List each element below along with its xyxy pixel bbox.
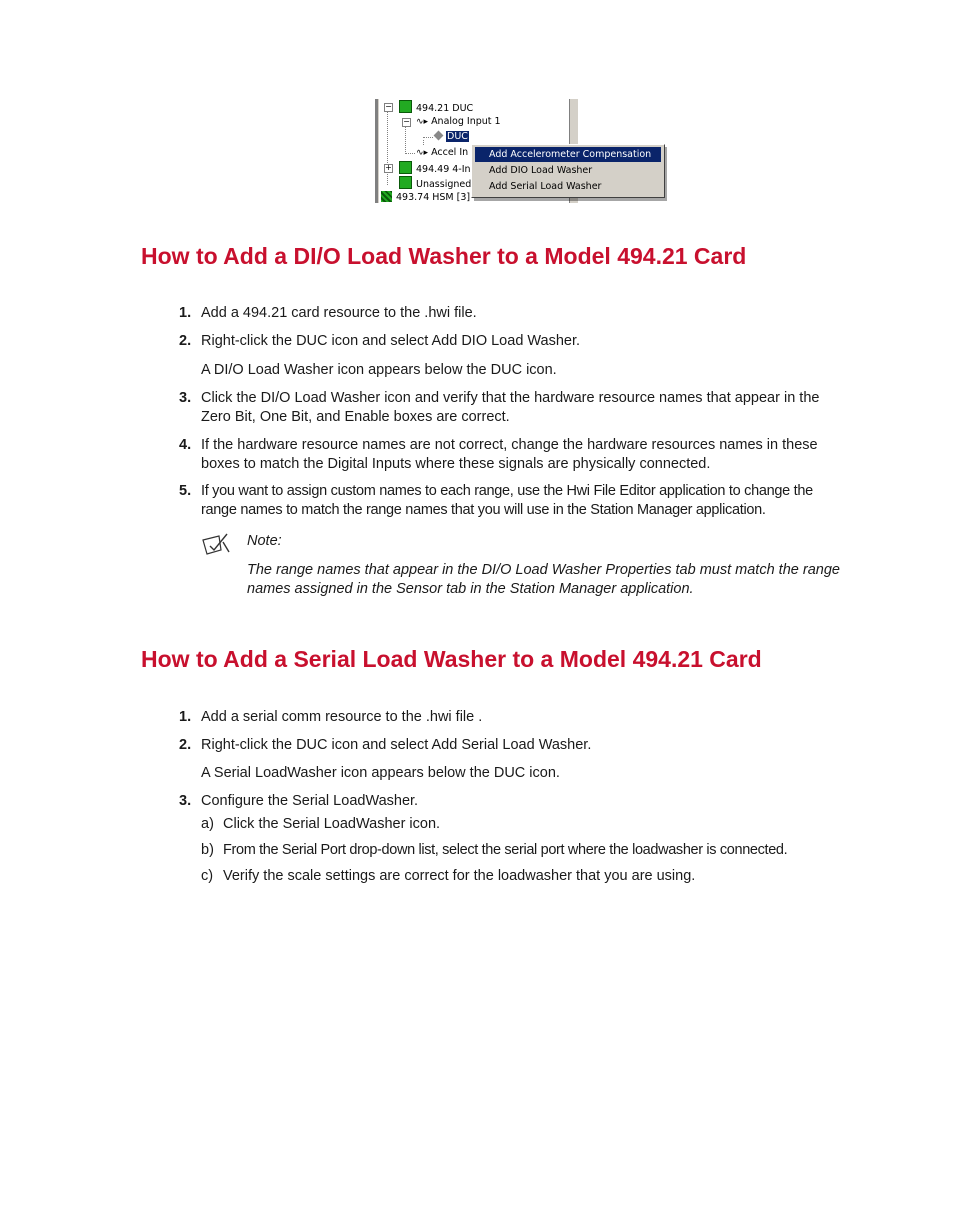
step-number: 2. <box>179 737 192 753</box>
step-number: 4. <box>179 437 192 453</box>
substep-text: From the Serial Port drop-down list, select the serial port where the loadwasher is connected. <box>223 842 788 858</box>
collapse-toggle[interactable]: − <box>403 117 410 126</box>
tree-connector <box>405 126 406 154</box>
step-text: Click the DI/O Load Washer icon and verify that the hardware resource names that appear in the Zero Bit, One Bit, and Enable boxes are correct. <box>201 390 820 425</box>
hardware-tree-screenshot <box>375 99 667 203</box>
tree-node-duc[interactable]: DUC <box>435 130 469 144</box>
step-number: 3. <box>179 793 192 809</box>
tree-node-analog-input-1[interactable]: ∿▸ Analog Input 1 <box>416 116 501 127</box>
menu-item-add-serial-load-washer[interactable]: Add Serial Load Washer <box>489 181 602 192</box>
tree-node-494-21-duc[interactable]: 494.21 DUC <box>399 100 473 114</box>
step-text: Right-click the DUC icon and select Add Serial Load Washer. <box>201 737 592 753</box>
card-icon <box>399 176 412 189</box>
step-text: Right-click the DUC icon and select Add DIO Load Washer. <box>201 333 581 349</box>
menu-item-add-accelerometer-compensation[interactable]: Add Accelerometer Compensation <box>475 147 661 162</box>
menu-item-add-dio-load-washer[interactable]: Add DIO Load Washer <box>489 165 593 176</box>
substep-letter: b) <box>201 842 214 858</box>
step-text: Add a serial comm resource to the .hwi file . <box>201 709 483 725</box>
card-icon <box>399 100 412 113</box>
step-number: 1. <box>179 709 192 725</box>
section-heading-dio-load-washer: How to Add a DI/O Load Washer to a Model 494.21 Card <box>141 243 747 269</box>
step-result-text: A DI/O Load Washer icon appears below the DUC icon. <box>201 362 557 378</box>
card-icon <box>399 161 412 174</box>
section-heading-serial-load-washer: How to Add a Serial Load Washer to a Model 494.21 Card <box>141 646 762 672</box>
signal-wave-icon: ∿▸ <box>416 148 429 158</box>
tree-node-accel-input[interactable]: ∿▸ Accel In <box>416 147 469 158</box>
note-label: Note: <box>247 533 282 549</box>
step-number: 5. <box>179 483 192 499</box>
card-icon <box>381 191 392 202</box>
signal-wave-icon: ∿▸ <box>416 117 429 127</box>
step-number: 1. <box>179 305 192 321</box>
tree-node-unassigned[interactable]: Unassigned <box>399 176 471 190</box>
note-pencil-icon <box>201 532 231 556</box>
step-text: If you want to assign custom names to each range, use the Hwi File Editor application to change the range names to match the range names that you will use in the Station Manager application. <box>201 483 813 518</box>
tree-node-494-49[interactable]: 494.49 4-In <box>399 161 471 175</box>
collapse-toggle[interactable]: − <box>385 102 392 111</box>
tree-connector <box>423 137 433 138</box>
step-text: Add a 494.21 card resource to the .hwi file. <box>201 305 477 321</box>
step-result-text: A Serial LoadWasher icon appears below the DUC icon. <box>201 765 560 781</box>
tree-connector <box>405 153 415 154</box>
step-text: Configure the Serial LoadWasher. <box>201 793 419 809</box>
substep-letter: a) <box>201 816 214 832</box>
expand-toggle[interactable]: + <box>385 163 392 172</box>
tree-node-493-74-hsm[interactable]: 493.74 HSM [3] <box>381 191 470 203</box>
note-text: The range names that appear in the DI/O Load Washer Properties tab must match the range names assigned in the Sensor tab in the Station Manager application. <box>247 562 840 597</box>
step-number: 3. <box>179 390 192 406</box>
duc-diamond-icon <box>434 131 444 141</box>
tree-connector <box>423 140 424 145</box>
substep-text: Click the Serial LoadWasher icon. <box>223 816 441 832</box>
step-number: 2. <box>179 333 192 349</box>
tree-left-border <box>375 99 379 203</box>
step-text: If the hardware resource names are not correct, change the hardware resources names in these boxes to match the Digital Inputs where these signals are physically connected. <box>201 437 818 472</box>
substep-text: Verify the scale settings are correct for the loadwasher that you are using. <box>223 868 696 884</box>
tree-connector <box>387 111 388 185</box>
substep-letter: c) <box>201 868 214 884</box>
context-menu <box>471 144 665 198</box>
